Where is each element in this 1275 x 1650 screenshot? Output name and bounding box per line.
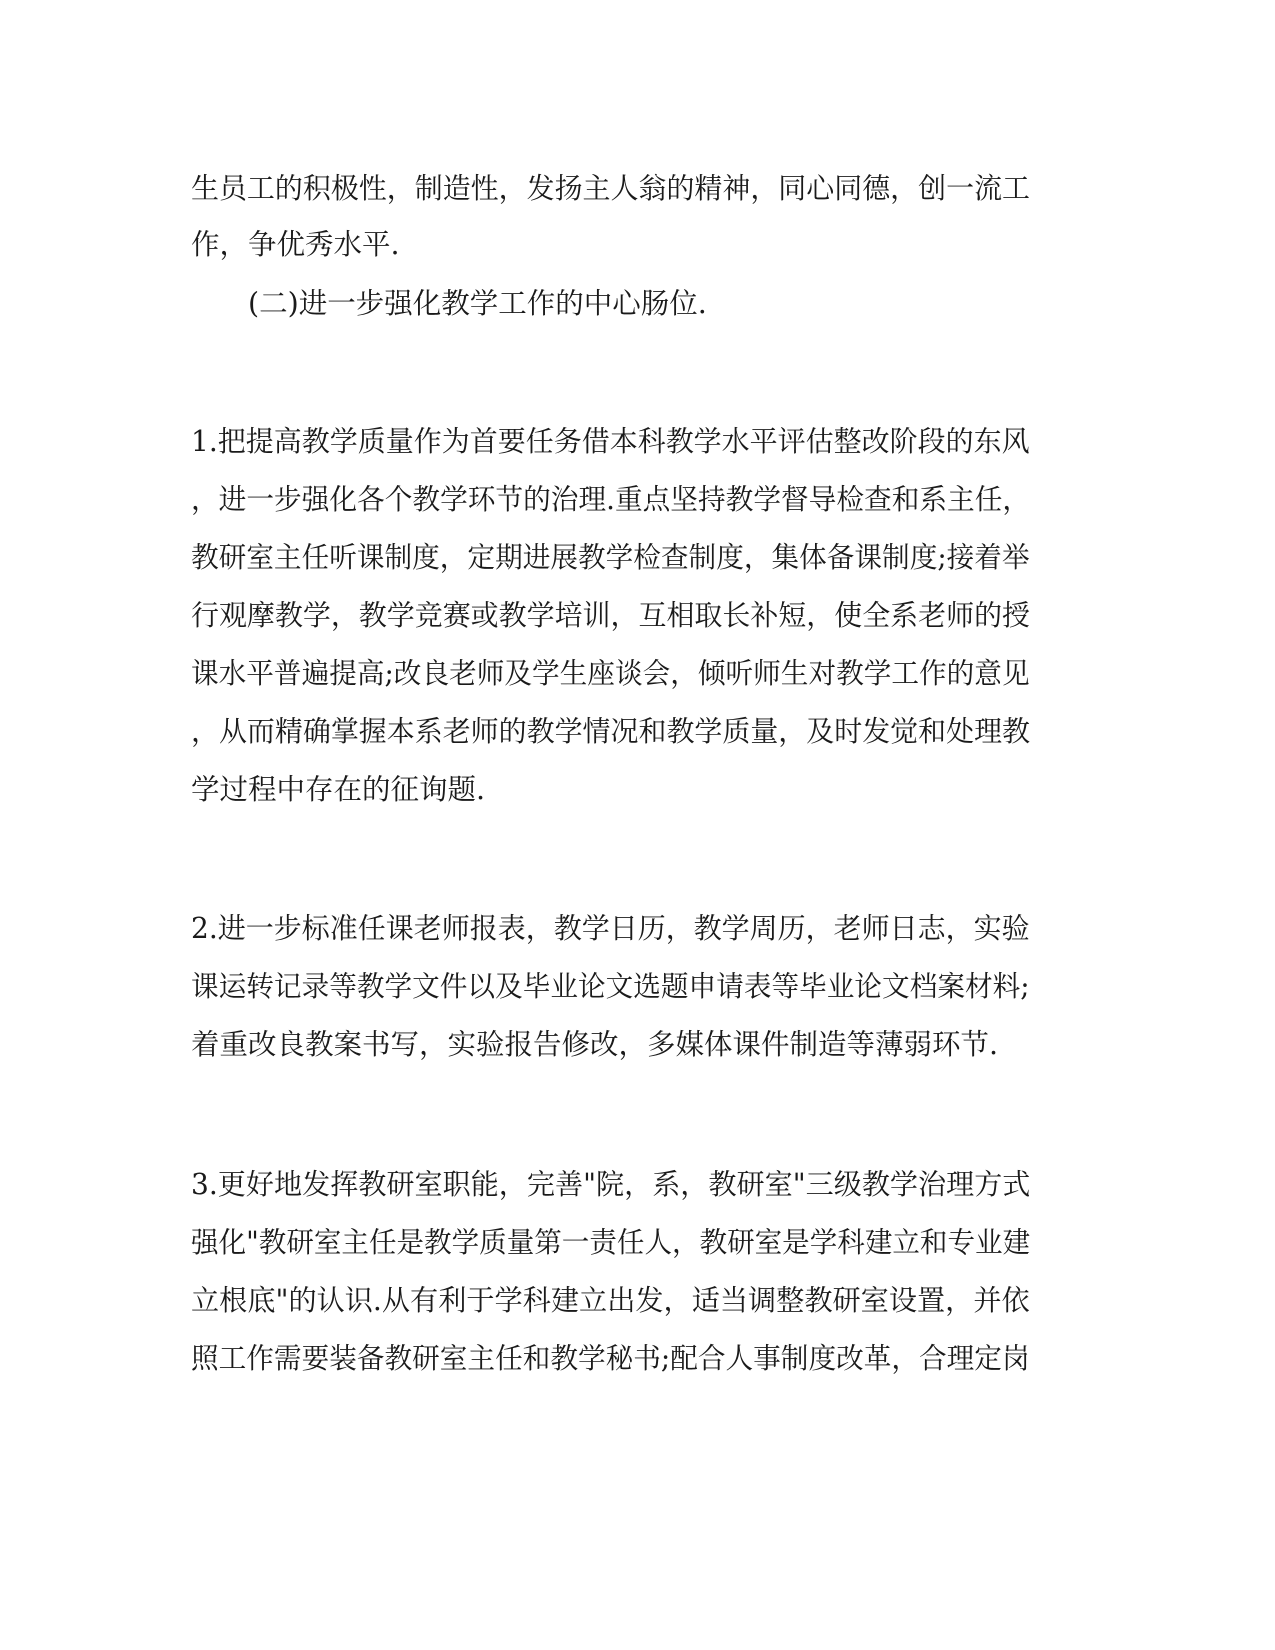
text-line: 立根底"的认识.从有利于学科建立出发，适当调整教研室设置，并依: [191, 1284, 1030, 1317]
text-line: 2.进一步标准任课老师报表，教学日历，教学周历，老师日志，实验: [191, 912, 1030, 945]
text-line: 教研室主任听课制度，定期进展教学检查制度，集体备课制度;接着举: [191, 541, 1030, 574]
text-line: ，进一步强化各个教学环节的治理.重点坚持教学督导检查和系主任，: [191, 483, 1031, 516]
text-line: 课水平普遍提高;改良老师及学生座谈会，倾听师生对教学工作的意见: [191, 657, 1030, 690]
text-line: 1.把提高教学质量作为首要任务借本科教学水平评估整改阶段的东风: [191, 425, 1030, 458]
text-line: 3.更好地发挥教研室职能，完善"院，系，教研室"三级教学治理方式: [191, 1168, 1031, 1201]
text-line: 照工作需要装备教研室主任和教学秘书;配合人事制度改革，合理定岗: [191, 1342, 1030, 1375]
text-line: 作，争优秀水平.: [191, 228, 400, 261]
text-line: ，从而精确掌握本系老师的教学情况和教学质量，及时发觉和处理教: [191, 715, 1031, 748]
text-line: 课运转记录等教学文件以及毕业论文选题申请表等毕业论文档案材料;: [191, 970, 1030, 1003]
text-line: 学过程中存在的征询题.: [191, 773, 486, 806]
text-line: 生员工的积极性，制造性，发扬主人翁的精神，同心同德，创一流工: [191, 172, 1031, 205]
text-line: 着重改良教案书写，实验报告修改，多媒体课件制造等薄弱环节.: [191, 1028, 999, 1061]
section-heading: (二)进一步强化教学工作的中心肠位.: [248, 287, 707, 320]
text-line: 强化"教研室主任是教学质量第一责任人，教研室是学科建立和专业建: [191, 1226, 1031, 1259]
text-line: 行观摩教学，教学竞赛或教学培训，互相取长补短，使全系老师的授: [191, 599, 1031, 632]
